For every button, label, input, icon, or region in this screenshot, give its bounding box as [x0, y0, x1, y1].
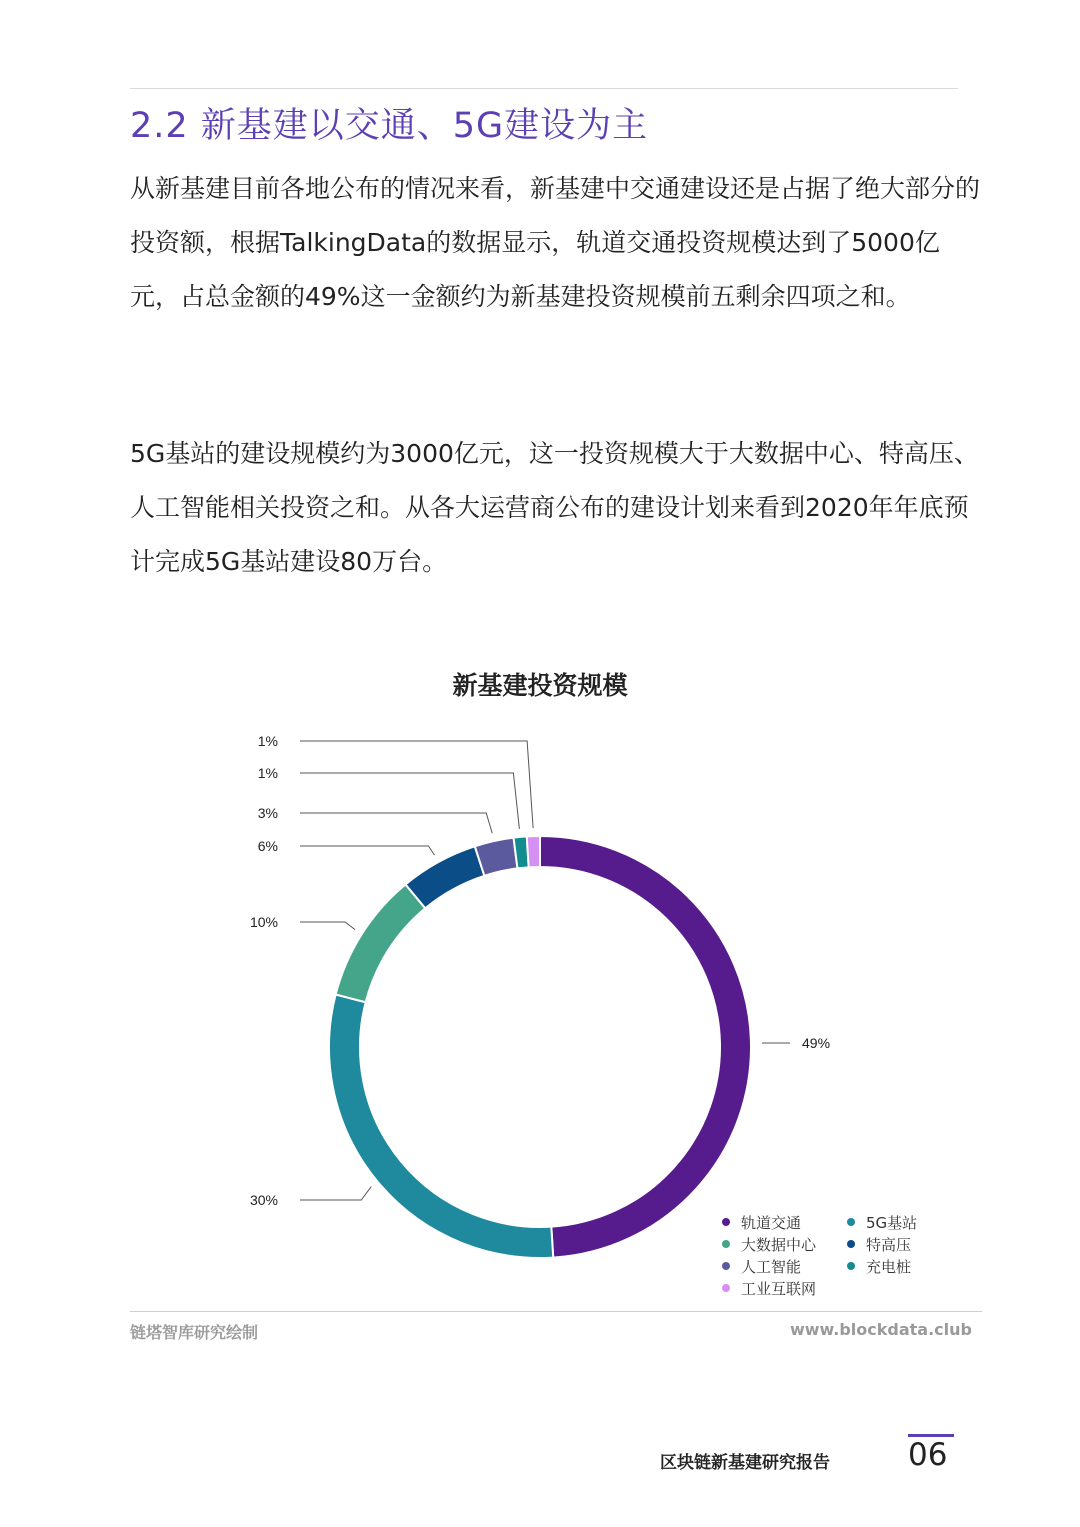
footer-divider [130, 1311, 982, 1312]
leader-line-6 [300, 773, 519, 829]
legend-label: 轨道交通 [741, 1213, 802, 1232]
section-title: 2.2 新基建以交通、5G建设为主 [130, 106, 649, 146]
data-label-4: 6% [257, 838, 278, 854]
leader-line-4 [300, 846, 434, 855]
donut-chart [0, 720, 1080, 1280]
donut-slice-2 [329, 995, 553, 1258]
source-note: 链塔智库研究绘制 [130, 1323, 259, 1342]
website-link[interactable]: www.blockdata.club [789, 1320, 972, 1339]
chart-title: 新基建投资规模 [452, 671, 628, 700]
data-label-7: 1% [257, 733, 278, 749]
donut-slice-3 [336, 884, 426, 1002]
legend-label: 大数据中心 [741, 1235, 817, 1254]
donut-slice-1 [540, 836, 751, 1258]
paragraph-5g: 5G基站的建设规模约为3000亿元，这一投资规模大于大数据中心、特高压、人工智能相关投资之和。从各大运营商公布的建设计划来看到2020年年底预计完成5G基站建设80万台。 [130, 439, 979, 576]
legend-swatch [722, 1218, 730, 1226]
donut-slice-7 [527, 836, 540, 867]
legend-label: 人工智能 [741, 1257, 802, 1276]
legend-item-datacenter [722, 1234, 847, 1254]
legend-item-industrial-internet [722, 1278, 847, 1298]
data-label-1: 49% [802, 1035, 831, 1051]
legend-swatch [847, 1240, 855, 1248]
chart-legend [722, 1212, 957, 1298]
legend-item-rail [722, 1212, 847, 1232]
data-label-2: 30% [249, 1192, 278, 1208]
data-label-3: 10% [249, 914, 278, 930]
header-divider [130, 88, 958, 89]
legend-label: 5G基站 [866, 1213, 918, 1232]
legend-swatch [847, 1262, 855, 1270]
legend-item-uhv [847, 1234, 957, 1254]
leader-line-3 [300, 922, 355, 930]
legend-swatch [722, 1284, 730, 1292]
legend-item-5g [847, 1212, 957, 1232]
legend-item-ai [722, 1256, 847, 1276]
report-name: 区块链新基建研究报告 [660, 1453, 830, 1473]
legend-label: 充电桩 [866, 1257, 912, 1276]
paragraph-transport: 从新基建目前各地公布的情况来看，新基建中交通建设还是占据了绝大部分的投资额，根据TalkingData的数据显示，轨道交通投资规模达到了5000亿元，占总金额的49%这一金额约为新基建投资规模前五剩余四项之和。 [130, 174, 981, 311]
legend-swatch [722, 1240, 730, 1248]
leader-line-7 [300, 741, 533, 828]
data-label-5: 3% [257, 805, 278, 821]
page-number: 06 [908, 1437, 948, 1473]
legend-swatch [847, 1218, 855, 1226]
leader-line-5 [300, 813, 492, 833]
donut-slice-4 [406, 846, 485, 908]
legend-swatch [722, 1262, 730, 1270]
legend-label: 特高压 [866, 1235, 912, 1254]
leader-line-2 [300, 1187, 371, 1200]
legend-item-charging [847, 1256, 957, 1276]
data-label-6: 1% [257, 765, 278, 781]
legend-label: 工业互联网 [741, 1279, 817, 1298]
